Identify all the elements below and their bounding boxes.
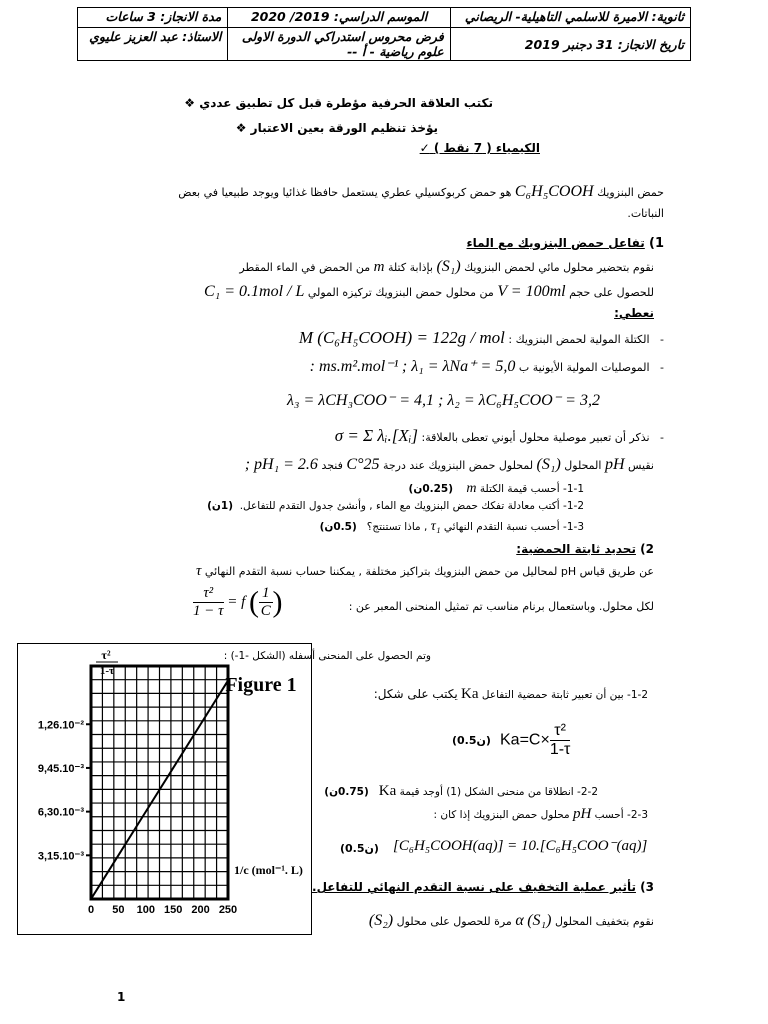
s1-symbol-3: (S₁) [527, 912, 552, 929]
note-1-text: تكتب العلاقة الحرفية مؤطرة قبل كل تطبيق عددي [199, 96, 493, 110]
x-tick-label: 150 [164, 904, 183, 916]
q11-points: (0.25ن) [408, 483, 454, 495]
given-1: - الكتلة المولية لحمض البنزويك : M (C₆H₅COOH) = 122g / mol [298, 328, 664, 347]
y-tick-label: 9,45.10⁻³ [37, 762, 84, 775]
figure-1-chart [18, 644, 311, 934]
concentration-relation: [C₆H₅COOH(aq)] = 10.[C₆H₅COO⁻(aq)] [393, 838, 648, 854]
f-eq: = f [227, 593, 246, 610]
note-1 [184, 96, 493, 110]
question-1-1 [409, 481, 584, 497]
part2-line1-text: عن طريق قياس pH لمحاليل من حمض البنزويك بتراكيز مختلفة , يمكننا حساب نسبة التقدم النهائي [204, 565, 654, 578]
intro-line [74, 183, 664, 201]
part1-line1 [239, 258, 654, 276]
q12-points: (0.5ن) [452, 734, 491, 747]
y-label-num: τ² [101, 648, 111, 662]
y-tick-label: 3,15.10⁻³ [37, 850, 84, 863]
exam-line2: علوم رياضية - أ -- [347, 44, 444, 59]
season-cell: الموسم الدراسي: 2019/ 2020 [228, 8, 450, 28]
c1-value: C₁ = 0.1mol / L [203, 283, 305, 300]
q12-text-b: يكتب على شكل: [373, 687, 458, 701]
ph-symbol: pH [604, 456, 625, 473]
function-expression: $\frac{\text{τ²}}{1 - \tau}$ = f ( $\frac{1}{C}$ ) [193, 585, 283, 619]
part1-line2-a: للحصول على حجم [569, 286, 654, 299]
ka-den: 1-τ [549, 741, 571, 758]
x-label: 1/c (mol⁻¹. L) [234, 863, 303, 877]
f-denominator: 1 − τ [193, 603, 224, 619]
f-inner-den: C [260, 603, 271, 619]
question-3-2 [434, 806, 649, 823]
ph-d: فنجد [321, 459, 343, 472]
part1-number: 1) [649, 236, 664, 251]
exam-cell [228, 28, 450, 61]
ka-num: τ² [550, 722, 571, 741]
part3-number: 3) [640, 880, 654, 894]
part1-heading [467, 236, 664, 251]
tau1-symbol: τ₁ [430, 519, 441, 534]
part1-title: تفاعل حمض البنزويك مع الماء [466, 236, 645, 250]
q12-text: 1-2- بين أن تعبير ثابتة حمضية التفاعل [481, 689, 648, 701]
molar-mass-formula: M (C₆H₅COOH) = 122g / mol [298, 328, 505, 347]
conductivity-formula: σ = Σ λᵢ.[Xᵢ] [334, 426, 419, 445]
chemistry-title-text: الكيمياء ( 7 نقط ) [433, 141, 540, 155]
part3-line1 [369, 912, 654, 930]
question-1-2 [374, 686, 648, 703]
date-cell: تاريخ الانجاز: 31 دجنبر 2019 [450, 28, 690, 61]
given-1-text: الكتلة المولية لحمض البنزويك : [508, 333, 650, 346]
part1-line2 [204, 283, 654, 301]
part2-line3: وتم الحصول على المنحنى أسفله (الشكل -1-) : [223, 650, 431, 662]
part1-line1-c: من الحمض في الماء المقطر [239, 261, 371, 274]
check-icon: ✓ [419, 141, 430, 155]
part3-line1-a: نقوم بتخفيف المحلول [554, 915, 654, 928]
given-4-text: نذكر أن تعبير موصلية محلول أيوني تعطى بالعلاقة: [421, 431, 650, 444]
q32-text-b: محلول حمض البنزويك إذا كان : [433, 809, 570, 821]
s1-symbol-2: (S₁) [536, 456, 561, 473]
page-number: 1 [117, 990, 126, 1004]
question-2-2 [324, 783, 598, 800]
part3-line1-b: مرة للحصول على محلول [396, 915, 512, 928]
part3-heading [312, 880, 654, 894]
alpha-symbol: α [515, 912, 524, 929]
lambda23-values: λ₃ = λCH₃COO⁻ = 4,1 ; λ₂ = λC₆H₅COO⁻ = 3,2 [287, 392, 600, 409]
ka-formula [500, 722, 570, 759]
x-tick-label: 50 [112, 904, 125, 916]
ph-symbol-2: pH [572, 806, 592, 822]
conductivity-unit: ms.m².mol⁻¹ [319, 358, 399, 375]
ka-symbol: Ka [461, 686, 479, 702]
q22-text: 2-2- انطلاقا من منحنى الشكل (1) أوجد قيمة [399, 786, 598, 798]
x-tick-label: 250 [218, 904, 238, 916]
part2-title: تحديد ثابتة الحمضية: [516, 542, 636, 556]
given-2: - الموصليات المولية الأيونية ب ms.m².mol⁻¹ ; λ₁ = λNa⁺ = 5,0 : [309, 358, 664, 375]
y-tick-label: 1,26.10⁻² [37, 719, 84, 732]
y-tick-label: 6,30.10⁻³ [37, 806, 84, 819]
x-tick-label: 100 [136, 904, 155, 916]
ph-line [245, 456, 654, 474]
ph-c: لمحلول حمض البنزويك عند درجة [382, 459, 534, 472]
q11-m: m [466, 481, 477, 496]
ka-symbol-2: Ka [378, 783, 397, 799]
part1-line1-a: نقوم بتحضير محلول مائي لحمض البنزويك [464, 261, 654, 274]
chemistry-title [420, 141, 540, 155]
f-inner-num: 1 [259, 585, 273, 603]
note-2-text: يؤخذ تنظيم الورقة بعين الاعتبار [250, 121, 438, 135]
lambda1-value: ; λ₁ = λNa⁺ = 5,0 : [309, 358, 516, 375]
school-cell: ثانوية: الاميرة للاسلمي التاهيلية- الريصاني [450, 8, 690, 28]
tau-symbol: τ [196, 563, 202, 579]
ph1-value: pH₁ = 2.6 ; [244, 456, 318, 473]
s1-symbol: (S₁) [436, 258, 461, 275]
part2-number: 2) [640, 542, 654, 556]
ka-lhs: Ka=C× [500, 731, 550, 749]
volume-value: V = 100ml [497, 283, 566, 300]
question-2-1 [207, 500, 584, 512]
f-numerator: τ² [193, 585, 224, 603]
intro-text-c: النباتات. [627, 207, 664, 220]
figure-title: Figure 1 [225, 674, 297, 696]
part2-line1 [196, 563, 654, 580]
part3-title: تأثير عملية التخفيف على نسبة التقدم النهائي للتفاعل. [312, 880, 636, 894]
header-table [77, 7, 691, 61]
given-label: نعطي: [614, 306, 654, 320]
exam-line1: فرض محروس استدراكي الدورة الاولى [241, 29, 444, 44]
q32-text: 2-3- أحسب [594, 809, 648, 821]
q22-points: (0.75ن) [324, 786, 369, 798]
question-3-1 [320, 519, 584, 535]
ph-b: المحلول [564, 459, 602, 472]
q32-points: (0.5ن) [340, 842, 379, 855]
given-2-text: الموصليات المولية الأيونية ب [518, 361, 650, 374]
intro-text-a: حمض البنزويك [597, 186, 664, 199]
ph-a: نقيس [628, 459, 654, 472]
part2-heading [516, 542, 654, 556]
intro-text-b: هو حمض كربوكسيلي عطري يستعمل حافظا غذائيا ويوجد طبيعيا في بعض [178, 186, 512, 199]
q31-text: 1-3- أحسب نسبة التقدم النهائي [443, 521, 584, 533]
teacher-cell: الاستاذ: عبد العزيز عليوي [78, 28, 228, 61]
temperature-value: 25°C [346, 456, 380, 473]
diamond-bullet-icon: ❖ [184, 96, 196, 110]
s2-symbol: (S₂) [368, 912, 394, 929]
given-4: - نذكر أن تعبير موصلية محلول أيوني تعطى بالعلاقة: σ = Σ λᵢ.[Xᵢ] [334, 426, 664, 445]
note-2 [236, 121, 438, 135]
figure-1 [17, 643, 312, 935]
y-label-den: 1-τ [99, 665, 115, 677]
diamond-bullet-icon: ❖ [235, 121, 247, 135]
q21-points: (1ن) [207, 500, 233, 512]
x-tick-label: 200 [191, 904, 210, 916]
part2-line2: لكل محلول. وباستعمال برنام مناسب تم تمثيل المنحنى المعبر عن : [348, 600, 654, 613]
q11-text: 1-1- أحسب قيمة الكتلة [479, 483, 584, 495]
x-tick-label: 0 [87, 904, 95, 916]
duration-cell: مدة الانجاز: 3 ساعات [78, 8, 228, 28]
part1-line1-b: بإذابة كتلة [388, 261, 433, 274]
m-symbol: m [373, 259, 385, 275]
benzoic-formula: C₆H₅COOH [514, 183, 594, 200]
q31-points: (0.5ن) [319, 521, 357, 533]
q21-text: 1-2- أكتب معادلة تفكك حمض البنزويك مع الماء , وأنشئ جدول التقدم للتفاعل. [239, 500, 584, 512]
q31-text-b: , ماذا تستنتج؟ [366, 521, 428, 533]
part1-line2-b: من محلول حمض البنزويك تركيزه المولي [307, 286, 494, 299]
